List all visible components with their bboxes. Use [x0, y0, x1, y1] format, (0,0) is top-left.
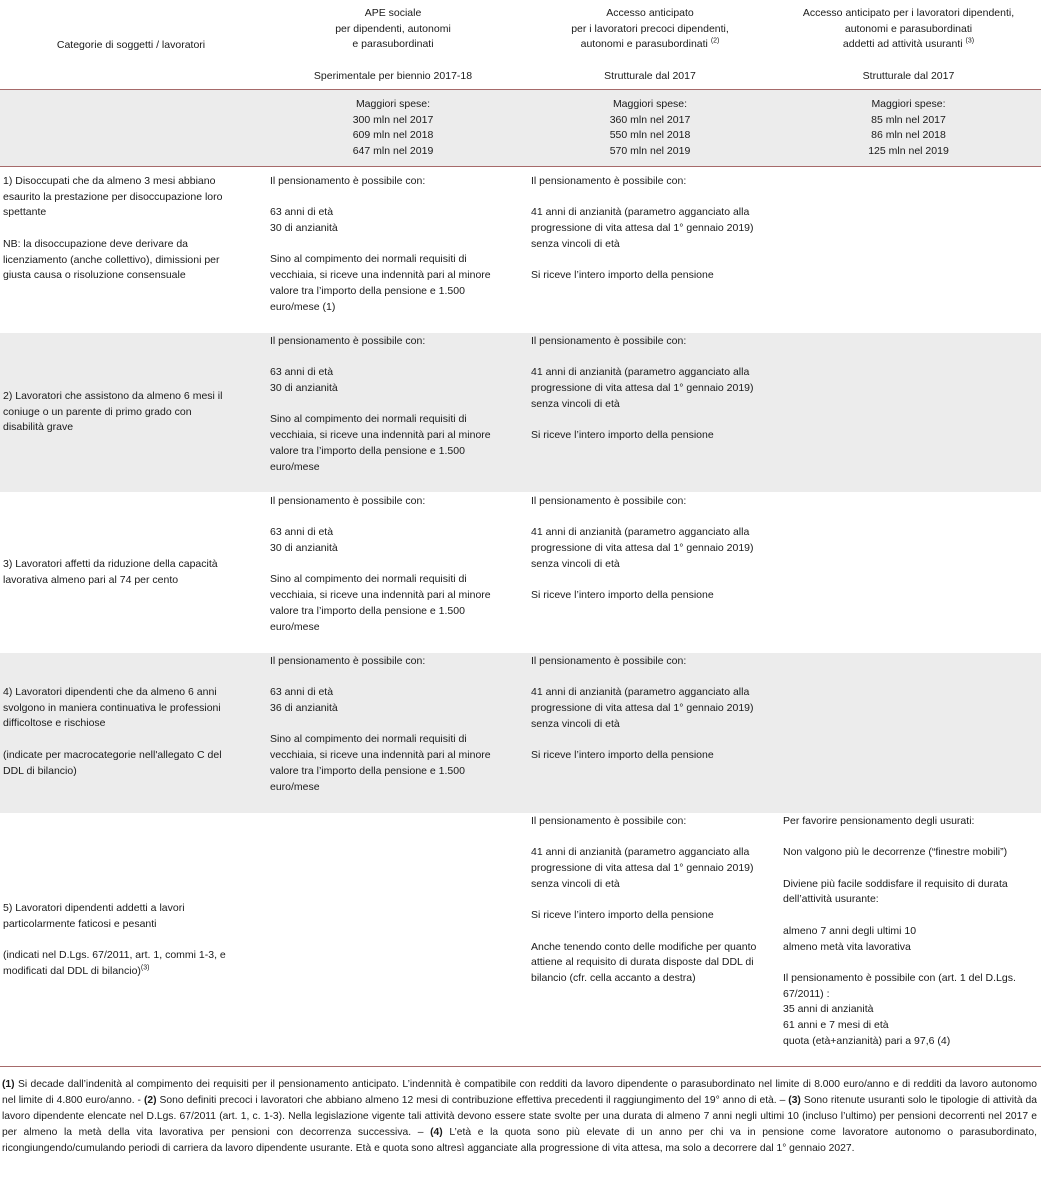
- cell-line: [783, 830, 1041, 846]
- cell-line: Sino al compimento dei normali requisiti di: [270, 573, 467, 586]
- spese-ape-2017: 300 mln nel 2017: [352, 113, 434, 126]
- cell-line: modificati dal DDL di bilancio)$^{(3)}$: [3, 964, 150, 977]
- header-usuranti-period: Strutturale dal 2017: [862, 69, 955, 82]
- cell-line: 30 di anzianità: [270, 542, 338, 555]
- row-2-ape: [270, 334, 522, 475]
- cell-line: 30 di anzianità: [270, 222, 338, 235]
- cell-line: senza vincoli di età: [531, 397, 620, 410]
- cell-line: [783, 861, 1041, 877]
- spese-usuranti: [776, 97, 1041, 160]
- header-ape-line-3: e parasubordinati: [352, 38, 434, 51]
- cell-line: progressione di vita attesa dal 1° gennaio 2019): [531, 702, 754, 715]
- header-usuranti-line-2: autonomi e parasubordinati: [844, 22, 973, 35]
- cell-line: [3, 732, 258, 748]
- spese-precoci-2019: 570 mln nel 2019: [609, 145, 691, 158]
- spese-precoci: [524, 97, 776, 160]
- cell-line: 63 anni di età: [270, 526, 334, 539]
- cell-line: euro/mese: [270, 460, 320, 473]
- cell-line: [531, 670, 776, 686]
- header-usuranti-line-3: addetti ad attività usuranti $^{(3)}$: [842, 37, 975, 51]
- footnote-1-text: Si decade dall’indenità al compimento dei requisiti per il pensionamento anticipato. L’indennità è compatibile con redditi da lavoro dipendente o parasubordinato nel limite di 8.000 euro/anno e di redditi da lavoro autonomo nel limite di 4.800 euro/anno. -: [2, 1079, 1037, 1106]
- spese-usuranti-2019: 125 mln nel 2019: [868, 145, 949, 158]
- cell-line: Il pensionamento è possibile con:: [531, 495, 687, 507]
- cell-line: Sino al compimento dei normali requisiti di: [270, 733, 467, 746]
- cell-line: 36 di anzianità: [270, 702, 338, 715]
- cell-line: senza vincoli di età: [531, 557, 620, 570]
- cell-line: [270, 510, 522, 526]
- cell-line: almeno 7 anni degli ultimi 10: [783, 924, 917, 937]
- row-5-category: [3, 901, 258, 980]
- row-3-category: [3, 557, 258, 588]
- header-precoci-line-3: autonomi e parasubordinati $^{(2)}$: [580, 37, 720, 51]
- footnote-4-text: L’età e la quota sono più elevate di un anno per chi va in pensione come lavoratore autonomo o parasubordinato, ricongiungendo/cumulando periodi di carriera da lavoro dipendente usurante. Età e quota sono altresì agganciate alla progressione di vita attesa, ma solo a decorrere dal 1° gennaio 2027.: [2, 1127, 1037, 1154]
- cell-line: euro/mese: [270, 620, 320, 633]
- cell-line: Non valgono più le decorrenze (“finestre mobili”): [783, 846, 1008, 859]
- cell-line: valore tra l’importo della pensione e 1.500: [270, 284, 465, 297]
- header-usuranti-line-1: Accesso anticipato per i lavoratori dipendenti,: [802, 7, 1015, 19]
- cell-line: Per favorire pensionamento degli usurati:: [783, 815, 975, 827]
- cell-line: [531, 924, 776, 940]
- cell-line: spettante: [3, 206, 47, 219]
- cell-line: DDL di bilancio): [3, 764, 77, 777]
- cell-line: 3) Lavoratori affetti da riduzione della capacità: [3, 558, 218, 570]
- cell-line: [531, 830, 776, 846]
- cell-line: Diviene più facile soddisfare il requisito di durata: [783, 877, 1008, 890]
- cell-line: [531, 350, 776, 366]
- header-precoci-line-1: Accesso anticipato: [606, 7, 694, 19]
- cell-line: Il pensionamento è possibile con (art. 1 del D.Lgs.: [783, 971, 1016, 984]
- cell-line: senza vincoli di età: [531, 717, 620, 730]
- cell-line: Il pensionamento è possibile con:: [531, 815, 687, 827]
- header-ape-line-2: per dipendenti, autonomi: [335, 22, 451, 35]
- cell-line: bilancio (cfr. cella accanto a destra): [531, 971, 696, 984]
- cell-line: attiene al requisito di durata disposte dal DDL di: [531, 956, 754, 969]
- cell-line: [531, 190, 776, 206]
- row-4-category: [3, 685, 258, 779]
- cell-line: Il pensionamento è possibile con:: [270, 655, 426, 667]
- row-5-usuranti: [783, 814, 1041, 1049]
- spese-precoci-2017: 360 mln nel 2017: [609, 113, 691, 126]
- cell-line: Anche tenendo conto delle modifiche per quanto: [531, 940, 757, 953]
- cell-line: [783, 908, 1041, 924]
- spese-usuranti-label: Maggiori spese:: [871, 98, 946, 110]
- cell-line: Il pensionamento è possibile con:: [270, 335, 426, 347]
- footnote-1-ref: (1): [2, 1079, 15, 1090]
- cell-line: 41 anni di anzianità (parametro agganciato alla: [531, 206, 750, 219]
- rule-header-bottom: [0, 89, 1041, 90]
- cell-line: Il pensionamento è possibile con:: [270, 175, 426, 187]
- footnotes: [2, 1077, 1037, 1157]
- cell-line: 41 anni di anzianità (parametro agganciato alla: [531, 846, 750, 859]
- cell-line: progressione di vita attesa dal 1° gennaio 2019): [531, 542, 754, 555]
- cell-line: 63 anni di età: [270, 206, 334, 219]
- cell-line: disabilità grave: [3, 421, 74, 434]
- cell-line: esaurito la prestazione per disoccupazione loro: [3, 190, 223, 203]
- header-categories-label: Categorie di soggetti / lavoratori: [56, 39, 206, 51]
- cell-line: 30 di anzianità: [270, 382, 338, 395]
- row-5-precoci: [531, 814, 776, 987]
- header-precoci: [524, 6, 776, 85]
- cell-line: 41 anni di anzianità (parametro agganciato alla: [531, 686, 750, 699]
- cell-line: giusta causa o risoluzione consensuale: [3, 269, 186, 282]
- cell-line: valore tra l’importo della pensione e 1.500: [270, 604, 465, 617]
- cell-line: vecchiaia, si riceve una indennità pari al minore: [270, 269, 491, 282]
- footnote-2-ref: (2): [143, 1095, 157, 1106]
- cell-line: [531, 893, 776, 909]
- header-ape-line-1: APE sociale: [364, 7, 422, 19]
- cell-line: [270, 717, 522, 733]
- cell-line: 4) Lavoratori dipendenti che da almeno 6 anni: [3, 686, 217, 698]
- cell-line: Il pensionamento è possibile con:: [531, 335, 687, 347]
- row-1-category: [3, 174, 258, 284]
- cell-line: 61 anni e 7 mesi di età: [783, 1019, 889, 1032]
- cell-line: valore tra l’importo della pensione e 1.500: [270, 444, 465, 457]
- cell-line: vecchiaia, si riceve una indennità pari al minore: [270, 749, 491, 762]
- cell-line: euro/mese (1): [270, 300, 336, 313]
- cell-line: 5) Lavoratori dipendenti addetti a lavori: [3, 902, 185, 914]
- cell-line: [270, 190, 522, 206]
- cell-line: Il pensionamento è possibile con:: [531, 175, 687, 187]
- cell-line: Si riceve l’intero importo della pensione: [531, 749, 714, 762]
- spese-ape-label: Maggiori spese:: [355, 98, 431, 110]
- cell-line: progressione di vita attesa dal 1° gennaio 2019): [531, 382, 754, 395]
- cell-line: Si riceve l’intero importo della pensione: [531, 269, 714, 282]
- header-precoci-line-2: per i lavoratori precoci dipendenti,: [571, 22, 729, 35]
- cell-line: [531, 733, 776, 749]
- cell-line: (indicate per macrocategorie nell'allegato C del: [3, 748, 222, 761]
- cell-line: progressione di vita attesa dal 1° gennaio 2019): [531, 862, 754, 875]
- spese-ape: [262, 97, 524, 160]
- row-1-ape: [270, 174, 522, 315]
- spese-ape-2018: 609 mln nel 2018: [352, 129, 434, 142]
- header-usuranti: [776, 6, 1041, 85]
- note-ref-3-row5: (3): [140, 964, 150, 972]
- cell-line: lavorativa almeno pari al 74 per cento: [3, 573, 179, 586]
- footnote-2-text: Sono definiti precoci i lavoratori che abbiano almeno 12 mesi di contribuzione effettiva precedenti il raggiungimento del 19° anno di età. –: [156, 1095, 789, 1106]
- cell-line: [270, 397, 522, 413]
- cell-line: Si riceve l’intero importo della pensione: [531, 909, 714, 922]
- cell-line: svolgono in maniera continuativa le professioni: [3, 701, 221, 714]
- cell-line: [3, 221, 258, 237]
- row-1-precoci: [531, 174, 776, 284]
- row-4-precoci: [531, 654, 776, 764]
- cell-line: 35 anni di anzianità: [783, 1003, 874, 1016]
- cell-line: dell’attività usurante:: [783, 893, 879, 906]
- spese-usuranti-2017: 85 mln nel 2017: [871, 113, 946, 126]
- cell-line: [270, 350, 522, 366]
- cell-line: licenziamento (anche collettivo), dimissioni per: [3, 253, 220, 266]
- row-3-precoci: [531, 494, 776, 604]
- footnote-3-ref: (3): [788, 1095, 801, 1106]
- cell-line: 41 anni di anzianità (parametro agganciato alla: [531, 526, 750, 539]
- rule-spese-bottom: [0, 166, 1041, 167]
- cell-line: Si riceve l’intero importo della pensione: [531, 589, 714, 602]
- spese-usuranti-2018: 86 mln nel 2018: [871, 129, 946, 142]
- cell-line: 63 anni di età: [270, 686, 334, 699]
- cell-line: [3, 932, 258, 948]
- cell-line: [531, 573, 776, 589]
- cell-line: [783, 955, 1041, 971]
- cell-line: progressione di vita attesa dal 1° gennaio 2019): [531, 222, 754, 235]
- row-4-ape: [270, 654, 522, 795]
- cell-line: particolarmente faticosi e pesanti: [3, 917, 157, 930]
- cell-line: 2) Lavoratori che assistono da almeno 6 mesi il: [3, 390, 223, 402]
- cell-line: 1) Disoccupati che da almeno 3 mesi abbiano: [3, 175, 216, 187]
- cell-line: [531, 413, 776, 429]
- header-ape-period: Sperimentale per biennio 2017-18: [313, 69, 473, 82]
- cell-line: senza vincoli di età: [531, 877, 620, 890]
- spese-precoci-label: Maggiori spese:: [612, 98, 688, 110]
- cell-line: Si riceve l’intero importo della pensione: [531, 429, 714, 442]
- cell-line: Sino al compimento dei normali requisiti di: [270, 413, 467, 426]
- cell-line: [270, 557, 522, 573]
- header-ape-sociale: [262, 6, 524, 85]
- cell-line: NB: la disoccupazione deve derivare da: [3, 237, 189, 250]
- cell-line: [270, 670, 522, 686]
- note-ref-3: (3): [965, 37, 975, 45]
- cell-line: quota (età+anzianità) pari a 97,6 (4): [783, 1034, 951, 1047]
- header-precoci-period: Strutturale dal 2017: [604, 69, 696, 82]
- cell-line: Il pensionamento è possibile con:: [531, 655, 687, 667]
- row-2-precoci: [531, 334, 776, 444]
- cell-line: [270, 237, 522, 253]
- note-ref-2: (2): [710, 37, 720, 45]
- footnote-3-text: Sono ritenute usuranti solo le tipologie di attività da lavoro dipendente elencate nel D.Lgs. 67/2011 (art. 1, c. 1-3). Nella legislazione vigente tali attività devono essere state svolte per una durata di almeno 7 anni negli ultimi 10 (incluso l’ultimo) per pensioni decorrenti nel 2017 e per almeno la metà della vita lavorativa per pensioni con decorrenza successiva. –: [2, 1095, 1037, 1138]
- cell-line: vecchiaia, si riceve una indennità pari al minore: [270, 589, 491, 602]
- cell-line: (indicati nel D.Lgs. 67/2011, art. 1, commi 1-3, e: [3, 949, 226, 962]
- cell-line: vecchiaia, si riceve una indennità pari al minore: [270, 429, 491, 442]
- cell-line: coniuge o un parente di primo grado con: [3, 405, 192, 418]
- cell-line: [531, 253, 776, 269]
- cell-line: senza vincoli di età: [531, 237, 620, 250]
- row-2-category: [3, 389, 258, 436]
- spese-ape-2019: 647 mln nel 2019: [352, 145, 434, 158]
- cell-line: valore tra l’importo della pensione e 1.500: [270, 764, 465, 777]
- cell-line: 63 anni di età: [270, 366, 334, 379]
- footnote-4-ref: (4): [430, 1127, 443, 1138]
- cell-line: difficoltose e rischiose: [3, 717, 106, 730]
- cell-line: euro/mese: [270, 780, 320, 793]
- cell-line: almeno metà vita lavorativa: [783, 940, 911, 953]
- cell-line: [531, 510, 776, 526]
- header-categories: [0, 38, 262, 54]
- rule-table-bottom: [0, 1066, 1041, 1067]
- cell-line: 41 anni di anzianità (parametro agganciato alla: [531, 366, 750, 379]
- cell-line: 67/2011) :: [783, 987, 830, 1000]
- cell-line: Sino al compimento dei normali requisiti di: [270, 253, 467, 266]
- spese-precoci-2018: 550 mln nel 2018: [609, 129, 691, 142]
- row-3-ape: [270, 494, 522, 635]
- cell-line: Il pensionamento è possibile con:: [270, 495, 426, 507]
